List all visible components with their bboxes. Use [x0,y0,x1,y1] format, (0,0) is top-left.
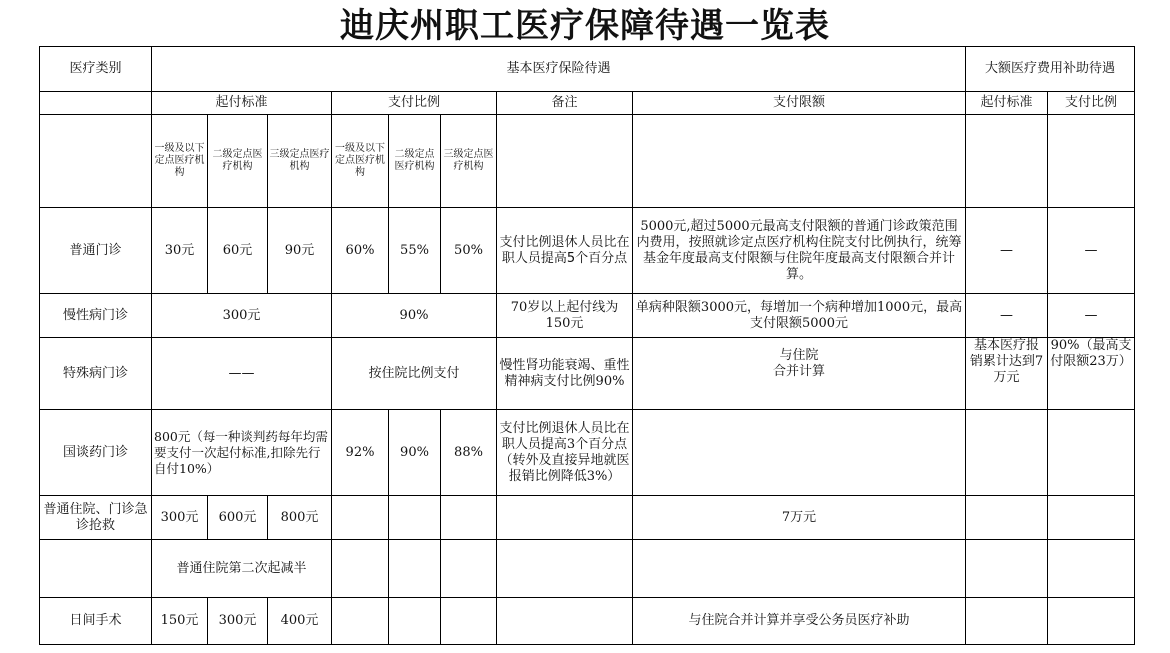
threshold-1: 150元 [152,598,208,645]
large-ratio: — [1048,208,1135,294]
threshold-1: 300元 [152,496,208,540]
large-ratio: — [1048,294,1135,338]
half-note: 普通住院第二次起减半 [152,540,332,598]
row-special-clinic [40,338,1135,410]
threshold-3: 400元 [268,598,332,645]
level-threshold-3: 三级定点医疗机构 [268,115,332,208]
limit: 与住院 合并计算 [633,338,966,410]
threshold-2: 300元 [208,598,268,645]
header-large-ratio: 支付比例 [1048,92,1135,115]
level-ratio-2: 二级定点医疗机构 [389,115,441,208]
large-threshold: 基本医疗报销累计达到7万元 [966,338,1048,410]
header-note: 备注 [497,92,633,115]
limit: 5000元,超过5000元最高支付限额的普通门诊政策范围内费用，按照就诊定点医疗机构住院支付比例执行，统筹基金年度最高支付限额与住院年度最高支付限额合并计算。 [633,208,966,294]
ratio-1: 60% [332,208,389,294]
row-drug-clinic [40,410,1135,496]
header-basic: 基本医疗保险待遇 [152,47,966,92]
header-row-2 [40,92,1135,115]
level-ratio-1: 一级及以下定点医疗机构 [332,115,389,208]
row-label: 国谈药门诊 [40,410,152,496]
row-day-surgery [40,598,1135,645]
row-general-clinic [40,208,1135,294]
ratio-3: 88% [441,410,497,496]
threshold: 300元 [152,294,332,338]
ratio-3: 50% [441,208,497,294]
header-large-threshold: 起付标准 [966,92,1048,115]
large-threshold: — [966,208,1048,294]
header-row-levels [40,115,1135,208]
ratio-1: 92% [332,410,389,496]
threshold-2: 60元 [208,208,268,294]
row-label: 慢性病门诊 [40,294,152,338]
large-threshold: — [966,294,1048,338]
header-ratio: 支付比例 [332,92,497,115]
threshold: 800元（每一种谈判药每年均需要支付一次起付标准,扣除先行自付10%） [152,410,332,496]
level-threshold-2: 二级定点医疗机构 [208,115,268,208]
limit: 单病种限额3000元，每增加一个病种增加1000元，最高支付限额5000元 [633,294,966,338]
header-threshold: 起付标准 [152,92,332,115]
row-inpatient [40,496,1135,540]
level-threshold-1: 一级及以下定点医疗机构 [152,115,208,208]
level-ratio-3: 三级定点医疗机构 [441,115,497,208]
threshold-1: 30元 [152,208,208,294]
row-label: 普通门诊 [40,208,152,294]
note: 支付比例退休人员比在职人员提高3个百分点（转外及直接异地就医报销比例降低3%） [497,410,633,496]
ratio: 90% [332,294,497,338]
row-chronic-clinic [40,294,1135,338]
ratio-2: 55% [389,208,441,294]
header-category: 医疗类别 [40,47,152,92]
threshold-2: 600元 [208,496,268,540]
page-title: 迪庆州职工医疗保障待遇一览表 [340,6,830,46]
header-row-1 [40,47,1135,92]
threshold: —— [152,338,332,410]
row-label: 普通住院、门诊急诊抢救 [40,496,152,540]
row-second-half [40,540,1135,598]
row-label: 特殊病门诊 [40,338,152,410]
ratio-2: 90% [389,410,441,496]
header-limit: 支付限额 [633,92,966,115]
header-large: 大额医疗费用补助待遇 [966,47,1135,92]
threshold-3: 90元 [268,208,332,294]
note: 慢性肾功能衰竭、重性精神病支付比例90% [497,338,633,410]
row-label: 日间手术 [40,598,152,645]
note: 支付比例退休人员比在职人员提高5个百分点 [497,208,633,294]
ratio: 按住院比例支付 [332,338,497,410]
note: 70岁以上起付线为150元 [497,294,633,338]
limit: 7万元 [633,496,966,540]
limit: 与住院合并计算并享受公务员医疗补助 [633,598,966,645]
threshold-3: 800元 [268,496,332,540]
benefits-table [39,46,1135,645]
large-ratio: 90%（最高支付限额23万） [1048,338,1135,410]
